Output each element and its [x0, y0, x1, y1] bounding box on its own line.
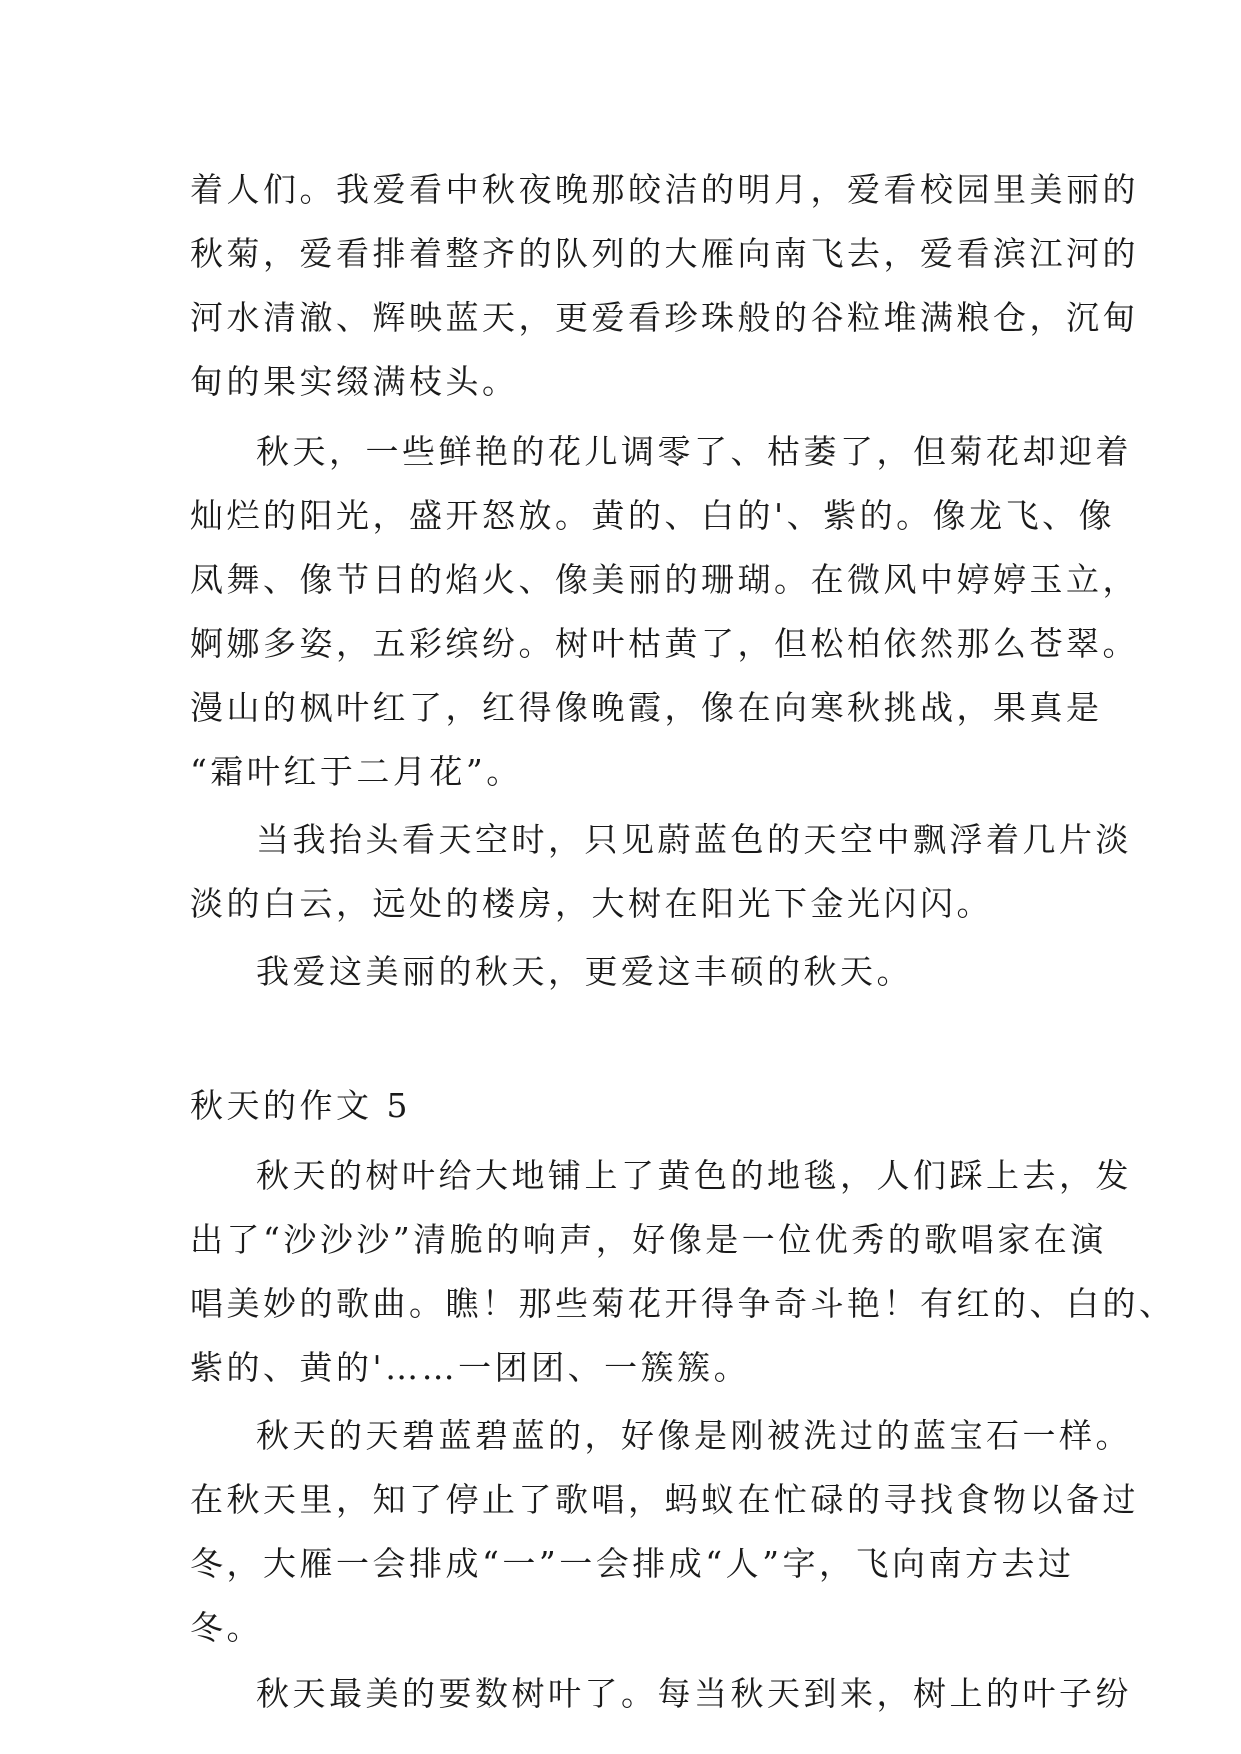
- text-line: 在秋天里，知了停止了歌唱，蚂蚁在忙碌的寻找食物以备过: [190, 1480, 1139, 1519]
- text-line: 秋菊，爱看排着整齐的队列的大雁向南飞去，爱看滨江河的: [190, 234, 1139, 273]
- text-line: 凤舞、像节日的焰火、像美丽的珊瑚。在微风中婷婷玉立，: [190, 560, 1139, 599]
- text-line: 当我抬头看天空时，只见蔚蓝色的天空中飘浮着几片淡: [256, 820, 1132, 859]
- text-line: 我爱这美丽的秋天，更爱这丰硕的秋天。: [256, 952, 913, 991]
- text-line: “霜叶红于二月花”。: [190, 752, 523, 791]
- text-line: 河水清澈、辉映蓝天，更爱看珍珠般的谷粒堆满粮仓，沉甸: [190, 298, 1139, 337]
- text-line: 秋天的天碧蓝碧蓝的，好像是刚被洗过的蓝宝石一样。: [256, 1416, 1132, 1455]
- text-line: 婀娜多姿，五彩缤纷。树叶枯黄了，但松柏依然那么苍翠。: [190, 624, 1139, 663]
- text-line: 秋天，一些鲜艳的花儿调零了、枯萎了，但菊花却迎着: [256, 432, 1132, 471]
- text-line: 秋天最美的要数树叶了。每当秋天到来，树上的叶子纷: [256, 1674, 1132, 1713]
- text-line: 冬。: [190, 1608, 263, 1647]
- text-line: 淡的白云，远处的楼房，大树在阳光下金光闪闪。: [190, 884, 993, 923]
- section-heading: 秋天的作文 5: [190, 1086, 411, 1125]
- text-line: 出了“沙沙沙”清脆的响声，好像是一位优秀的歌唱家在演: [190, 1220, 1107, 1259]
- text-line: 甸的果实缀满枝头。: [190, 362, 519, 401]
- text-line: 紫的、黄的'……一团团、一簇簇。: [190, 1348, 751, 1387]
- text-line: 漫山的枫叶红了，红得像晚霞，像在向寒秋挑战，果真是: [190, 688, 1103, 727]
- text-line: 着人们。我爱看中秋夜晚那皎洁的明月，爱看校园里美丽的: [190, 170, 1139, 209]
- text-line: 唱美妙的歌曲。瞧！那些菊花开得争奇斗艳！有红的、白的、: [190, 1284, 1176, 1323]
- text-line: 冬，大雁一会排成“一”一会排成“人”字，飞向南方去过: [190, 1544, 1075, 1583]
- text-line: 灿烂的阳光，盛开怒放。黄的、白的'、紫的。像龙飞、像: [190, 496, 1116, 535]
- text-line: 秋天的树叶给大地铺上了黄色的地毯，人们踩上去，发: [256, 1156, 1132, 1195]
